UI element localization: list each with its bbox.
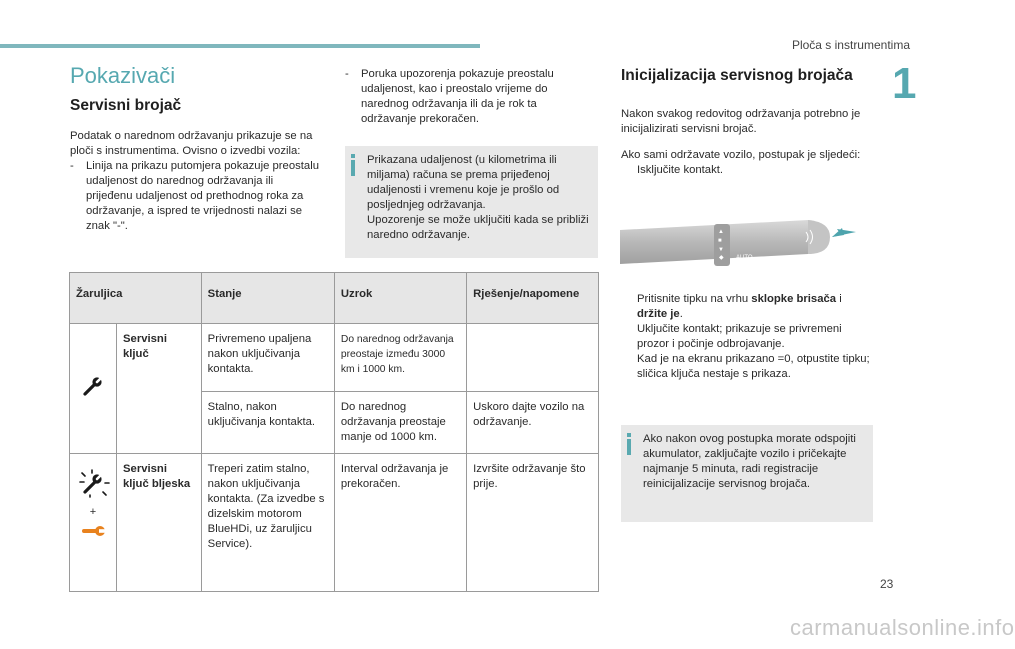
subsection-title: Servisni brojač (70, 97, 182, 114)
table-cell: Do narednog održavanja preostaje između 3000 km i 1000 km. (334, 324, 466, 392)
chapter-number: 1 (892, 59, 917, 108)
warning-lamp-table (69, 272, 599, 592)
step-text: Isključite kontakt. (637, 164, 724, 176)
table-cell: Treperi zatim stalno, nakon uključivanja kontakta. (Za izvedbe s dizelskim motorom BlueHDi, uz žaruljicu Service). (201, 454, 334, 592)
section-title: Pokazivači (70, 63, 176, 88)
table-header: Rješenje/napomene (467, 273, 599, 324)
table-cell: Interval održavanja je prekoračen. (334, 454, 466, 592)
step-item (621, 292, 871, 322)
wiper-stalk-illustration (618, 202, 858, 288)
step-item (621, 352, 871, 382)
table-cell: Stalno, nakon uključivanja kontakta. (201, 392, 334, 454)
info-text: Upozorenje se može uključiti kada se približi naredno održavanje. (367, 214, 589, 241)
page-number: 23 (880, 577, 894, 591)
lamp-name: Servisni ključ bljeska (117, 454, 202, 592)
info-text: Ako nakon ovog postupka morate odspojiti akumulator, zaključajte vozilo i pričekajte najmanje 5 minuta, radi registracije reinicijalizacije servisnog brojača. (643, 433, 856, 490)
dash-item-text: Linija na prikazu putomjera pokazuje preostalu udaljenost do narednog održavanja ili prijeđenu udaljenost od prethodnog roka za održavanje, a ispred te vrijednosti nalazi se znak "-". (86, 160, 319, 232)
lamp-icon-cell (70, 454, 117, 592)
header-accent-bar (0, 44, 480, 48)
table-cell: Do narednog održavanja preostaje manje od 1000 km. (334, 392, 466, 454)
wrench-icon (82, 375, 104, 397)
info-icon (351, 154, 356, 176)
svg-text:▲: ▲ (718, 229, 724, 235)
info-icon (627, 433, 632, 455)
table-cell: Privremeno upaljena nakon uključivanja kontakta. (201, 324, 334, 392)
paragraph: Nakon svakog redovitog održavanja potrebno je inicijalizirati servisni brojač. (621, 108, 861, 135)
intro-paragraph: Podatak o narednom održavanju prikazuje se na ploči s instrumentima. Ovisno o izvedbi vozila: (70, 130, 313, 157)
flashing-wrench-icon (76, 468, 110, 498)
step-text: Kad je na ekranu prikazano =0, otpustite tipku; sličica ključa nestaje s prikaza. (637, 353, 870, 380)
steps-list (621, 292, 871, 382)
stalk-label: AUTO (736, 255, 753, 261)
svg-text:◆: ◆ (719, 255, 724, 261)
dash-item: - Linija na prikazu putomjera pokazuje preostalu udaljenost do narednog održavanja ili prijeđenu udaljenost od prethodnog roka za održavanje, a ispred te vrijednosti nalazi se znak "-". (70, 160, 319, 232)
step-emphasis: držite je (637, 308, 680, 320)
step-emphasis: sklopke brisača (751, 293, 837, 305)
dash-item-text: Poruka upozorenja pokazuje preostalu udaljenost, kao i preostalo vrijeme do narednog održavanja ili da je rok ta održavanje prekoračen. (361, 68, 554, 125)
plus-sign: + (89, 506, 97, 518)
lamp-icon-cell (70, 324, 117, 454)
step-item (621, 163, 871, 178)
step-text: Pritisnite tipku na vrhu (637, 293, 752, 305)
running-header: Ploča s instrumentima (791, 38, 910, 52)
lamp-name: Servisni ključ (117, 324, 202, 454)
watermark: carmanualsonline.info (790, 615, 1015, 640)
right-text (621, 107, 871, 178)
table-cell: Izvršite održavanje što prije. (467, 454, 599, 592)
step-text: i (836, 293, 842, 305)
info-box (345, 146, 598, 258)
table-cell: Uskoro dajte vozilo na održavanje. (467, 392, 599, 454)
left-text (70, 129, 320, 234)
middle-text (345, 67, 590, 127)
table-cell (467, 324, 599, 392)
info-box (621, 425, 873, 522)
step-item (621, 322, 871, 352)
svg-text:■: ■ (718, 238, 722, 244)
info-text: Prikazana udaljenost (u kilometrima ili miljama) računa se prema prijeđenoj udaljenosti i vremenu koje je prošlo od posljednjeg održavanja. (367, 154, 560, 211)
step-text: Uključite kontakt; prikazuje se privremeni prozor i počinje odbrojavanje. (637, 323, 842, 350)
table-header: Uzrok (334, 273, 466, 324)
orange-wrench-icon (80, 524, 106, 538)
paragraph: Ako sami održavate vozilo, postupak je sljedeći: (621, 149, 861, 161)
table-header: Žaruljica (70, 273, 202, 324)
step-text: . (679, 308, 683, 320)
svg-text:▼: ▼ (718, 247, 724, 253)
table-header: Stanje (201, 273, 334, 324)
right-section-title: Inicijalizacija servisnog brojača (621, 67, 853, 84)
dash-item: - Poruka upozorenja pokazuje preostalu udaljenost, kao i preostalo vrijeme do narednog održavanja ili da je rok ta održavanje prekoračen. (345, 68, 554, 125)
